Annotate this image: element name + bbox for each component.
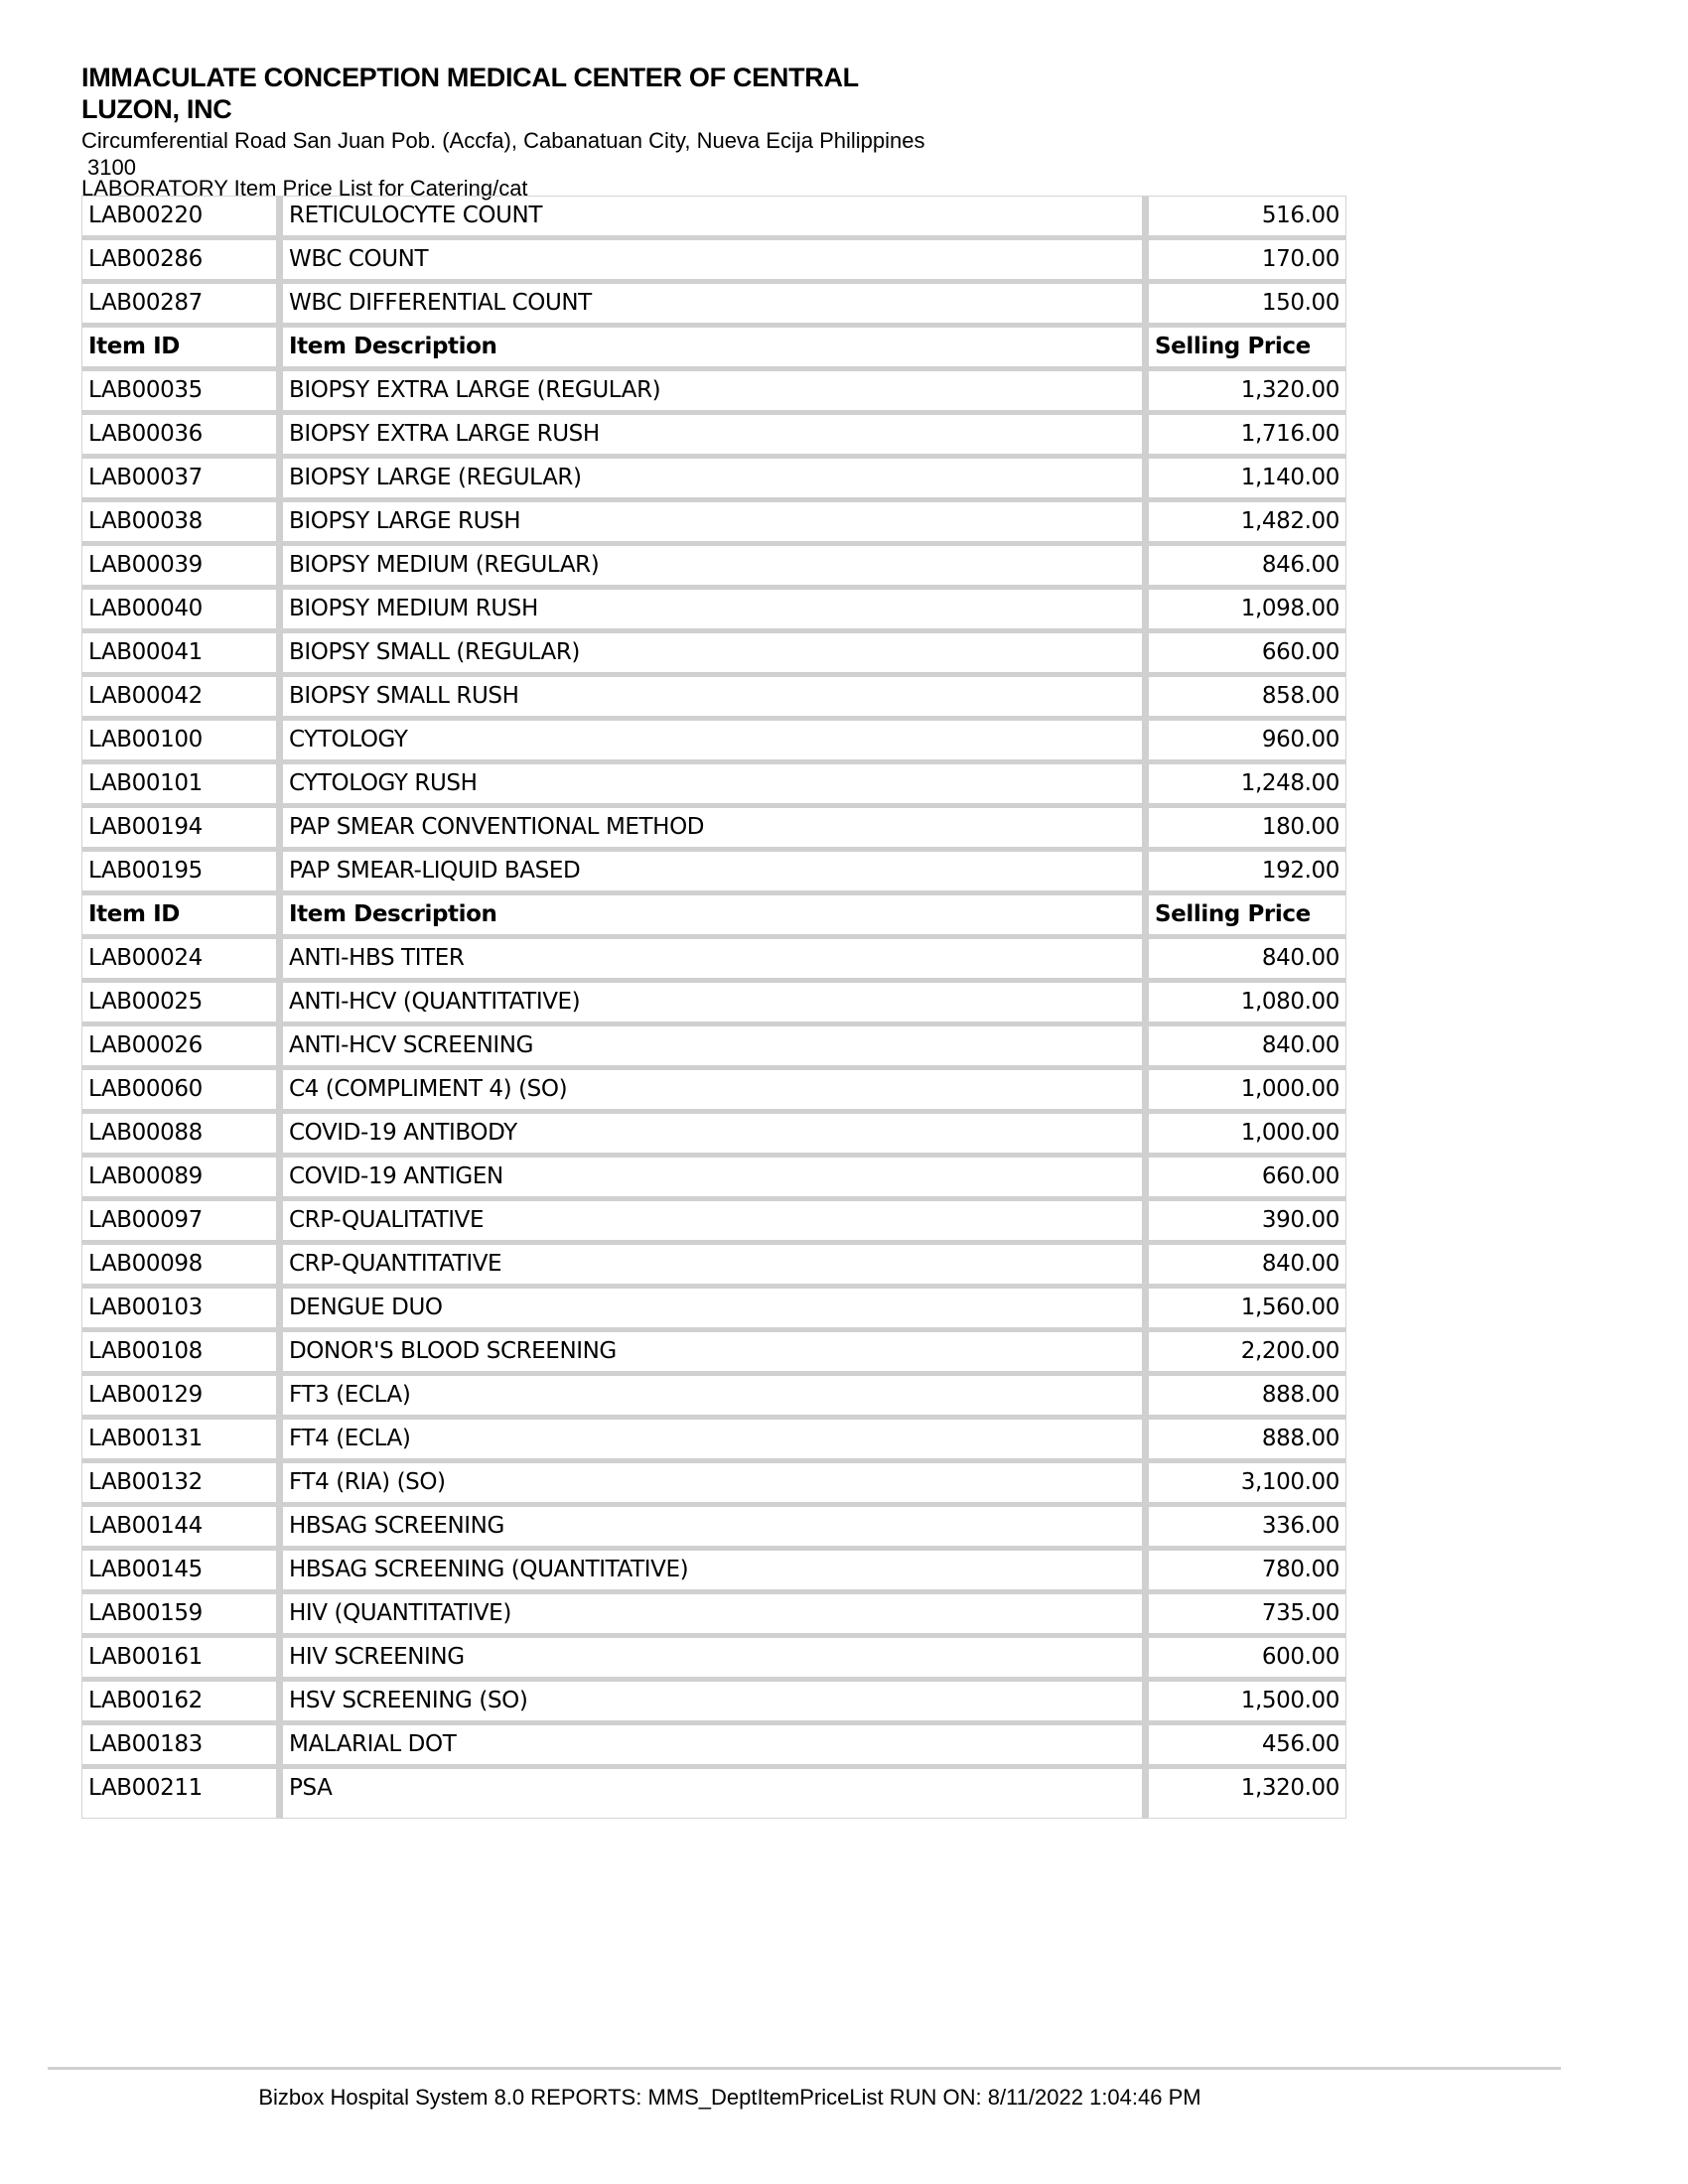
item-price-cell: 840.00	[1147, 939, 1345, 983]
item-price-cell: 780.00	[1147, 1551, 1345, 1594]
item-desc-cell: BIOPSY EXTRA LARGE RUSH	[281, 415, 1147, 459]
item-price-cell: 600.00	[1147, 1638, 1345, 1682]
item-desc-cell: HIV SCREENING	[281, 1638, 1147, 1682]
table-row	[82, 764, 1345, 808]
column-header-id: Item ID	[82, 895, 281, 939]
item-price-cell: 1,000.00	[1147, 1114, 1345, 1158]
item-id-cell: LAB00287	[82, 284, 281, 328]
item-desc-cell: BIOPSY MEDIUM (REGULAR)	[281, 546, 1147, 590]
item-id-cell: LAB00035	[82, 371, 281, 415]
table-row	[82, 502, 1345, 546]
table-row	[82, 590, 1345, 633]
item-desc-cell: HIV (QUANTITATIVE)	[281, 1594, 1147, 1638]
item-id-cell: LAB00097	[82, 1201, 281, 1245]
item-desc-cell: PAP SMEAR CONVENTIONAL METHOD	[281, 808, 1147, 852]
footer-divider	[48, 2067, 1561, 2070]
item-desc-cell: WBC DIFFERENTIAL COUNT	[281, 284, 1147, 328]
item-price-cell: 1,098.00	[1147, 590, 1345, 633]
item-id-cell: LAB00036	[82, 415, 281, 459]
item-desc-cell: ANTI-HCV (QUANTITATIVE)	[281, 983, 1147, 1026]
item-id-cell: LAB00098	[82, 1245, 281, 1289]
item-price-cell: 336.00	[1147, 1507, 1345, 1551]
item-desc-cell: BIOPSY LARGE RUSH	[281, 502, 1147, 546]
item-desc-cell: BIOPSY MEDIUM RUSH	[281, 590, 1147, 633]
item-price-cell: 390.00	[1147, 1201, 1345, 1245]
table-row	[82, 1420, 1345, 1463]
item-desc-cell: MALARIAL DOT	[281, 1725, 1147, 1769]
table-row	[82, 983, 1345, 1026]
table-row	[82, 1551, 1345, 1594]
item-desc-cell: ANTI-HCV SCREENING	[281, 1026, 1147, 1070]
item-id-cell: LAB00195	[82, 852, 281, 895]
table-row	[82, 284, 1345, 328]
column-header-desc: Item Description	[281, 895, 1147, 939]
item-desc-cell: BIOPSY SMALL (REGULAR)	[281, 633, 1147, 677]
table-row	[82, 1638, 1345, 1682]
item-id-cell: LAB00194	[82, 808, 281, 852]
item-price-cell: 888.00	[1147, 1420, 1345, 1463]
table-row	[82, 1070, 1345, 1114]
item-id-cell: LAB00042	[82, 677, 281, 721]
table-row	[82, 1376, 1345, 1420]
item-id-cell: LAB00108	[82, 1332, 281, 1376]
organization-name-line2: LUZON, INC	[81, 94, 232, 124]
item-id-cell: LAB00039	[82, 546, 281, 590]
item-id-cell: LAB00129	[82, 1376, 281, 1420]
item-id-cell: LAB00159	[82, 1594, 281, 1638]
item-id-cell: LAB00144	[82, 1507, 281, 1551]
item-id-cell: LAB00041	[82, 633, 281, 677]
table-row	[82, 633, 1345, 677]
table-row	[82, 415, 1345, 459]
item-id-cell: LAB00162	[82, 1682, 281, 1725]
item-id-cell: LAB00088	[82, 1114, 281, 1158]
item-desc-cell: CYTOLOGY RUSH	[281, 764, 1147, 808]
item-id-cell: LAB00161	[82, 1638, 281, 1682]
item-price-cell: 660.00	[1147, 633, 1345, 677]
item-desc-cell: HBSAG SCREENING	[281, 1507, 1147, 1551]
item-desc-cell: BIOPSY EXTRA LARGE (REGULAR)	[281, 371, 1147, 415]
table-row	[82, 1725, 1345, 1769]
report-title-clipped	[81, 176, 776, 201]
table-row	[82, 371, 1345, 415]
item-id-cell: LAB00060	[82, 1070, 281, 1114]
table-row	[82, 546, 1345, 590]
item-id-cell: LAB00101	[82, 764, 281, 808]
item-desc-cell: PAP SMEAR-LIQUID BASED	[281, 852, 1147, 895]
item-desc-cell: RETICULOCYTE COUNT	[281, 197, 1147, 240]
table-row	[82, 852, 1345, 895]
item-desc-cell: BIOPSY LARGE (REGULAR)	[281, 459, 1147, 502]
item-id-cell: LAB00132	[82, 1463, 281, 1507]
item-price-cell: 840.00	[1147, 1245, 1345, 1289]
item-id-cell: LAB00211	[82, 1769, 281, 1819]
item-price-cell: 1,320.00	[1147, 1769, 1345, 1819]
item-id-cell: LAB00089	[82, 1158, 281, 1201]
item-price-cell: 1,000.00	[1147, 1070, 1345, 1114]
item-desc-cell: COVID-19 ANTIGEN	[281, 1158, 1147, 1201]
table-row	[82, 1201, 1345, 1245]
table-row	[82, 721, 1345, 764]
report-header	[81, 62, 1074, 181]
table-row	[82, 939, 1345, 983]
item-desc-cell: DONOR'S BLOOD SCREENING	[281, 1332, 1147, 1376]
item-id-cell: LAB00040	[82, 590, 281, 633]
item-desc-cell: FT4 (RIA) (SO)	[281, 1463, 1147, 1507]
item-price-cell: 192.00	[1147, 852, 1345, 895]
item-desc-cell: WBC COUNT	[281, 240, 1147, 284]
item-price-cell: 1,482.00	[1147, 502, 1345, 546]
price-list-table	[81, 196, 1346, 1819]
item-id-cell: LAB00286	[82, 240, 281, 284]
item-price-cell: 3,100.00	[1147, 1463, 1345, 1507]
organization-zip: 3100	[87, 155, 136, 180]
item-price-cell: 858.00	[1147, 677, 1345, 721]
item-desc-cell: CRP-QUALITATIVE	[281, 1201, 1147, 1245]
item-desc-cell: FT4 (ECLA)	[281, 1420, 1147, 1463]
table-header-row	[82, 328, 1345, 371]
item-desc-cell: HSV SCREENING (SO)	[281, 1682, 1147, 1725]
item-price-cell: 516.00	[1147, 197, 1345, 240]
column-header-price: Selling Price	[1147, 895, 1345, 939]
organization-name-line1: IMMACULATE CONCEPTION MEDICAL CENTER OF CENTRAL	[81, 63, 859, 92]
table-header-row	[82, 895, 1345, 939]
table-row	[82, 677, 1345, 721]
table-row	[82, 1682, 1345, 1725]
item-desc-cell: C4 (COMPLIMENT 4) (SO)	[281, 1070, 1147, 1114]
item-price-cell: 150.00	[1147, 284, 1345, 328]
item-id-cell: LAB00183	[82, 1725, 281, 1769]
column-header-price: Selling Price	[1147, 328, 1345, 371]
item-id-cell: LAB00220	[82, 197, 281, 240]
item-desc-cell: ANTI-HBS TITER	[281, 939, 1147, 983]
table-row	[82, 1158, 1345, 1201]
column-header-id: Item ID	[82, 328, 281, 371]
organization-address: Circumferential Road San Juan Pob. (Accfa), Cabanatuan City, Nueva Ecija Philippines	[81, 128, 925, 153]
item-price-cell: 1,560.00	[1147, 1289, 1345, 1332]
item-price-cell: 180.00	[1147, 808, 1345, 852]
report-title-text: LABORATORY Item Price List for Catering/cat	[81, 176, 528, 201]
item-price-cell: 1,248.00	[1147, 764, 1345, 808]
table-row	[82, 1245, 1345, 1289]
item-id-cell: LAB00037	[82, 459, 281, 502]
item-desc-cell: COVID-19 ANTIBODY	[281, 1114, 1147, 1158]
table-row	[82, 197, 1345, 240]
item-price-cell: 888.00	[1147, 1376, 1345, 1420]
item-price-cell: 1,716.00	[1147, 415, 1345, 459]
item-price-cell: 2,200.00	[1147, 1332, 1345, 1376]
item-id-cell: LAB00100	[82, 721, 281, 764]
item-price-cell: 960.00	[1147, 721, 1345, 764]
table-row	[82, 1594, 1345, 1638]
item-desc-cell: CRP-QUANTITATIVE	[281, 1245, 1147, 1289]
table-row	[82, 1507, 1345, 1551]
table-row	[82, 1289, 1345, 1332]
item-price-cell: 846.00	[1147, 546, 1345, 590]
table-row	[82, 1769, 1345, 1819]
item-id-cell: LAB00038	[82, 502, 281, 546]
item-id-cell: LAB00103	[82, 1289, 281, 1332]
item-id-cell: LAB00025	[82, 983, 281, 1026]
item-id-cell: LAB00131	[82, 1420, 281, 1463]
item-price-cell: 170.00	[1147, 240, 1345, 284]
item-id-cell: LAB00145	[82, 1551, 281, 1594]
table-row	[82, 808, 1345, 852]
item-desc-cell: CYTOLOGY	[281, 721, 1147, 764]
item-id-cell: LAB00024	[82, 939, 281, 983]
column-header-desc: Item Description	[281, 328, 1147, 371]
item-desc-cell: HBSAG SCREENING (QUANTITATIVE)	[281, 1551, 1147, 1594]
item-price-cell: 1,500.00	[1147, 1682, 1345, 1725]
table-row	[82, 1114, 1345, 1158]
report-footer: Bizbox Hospital System 8.0 REPORTS: MMS_DeptItemPriceList RUN ON: 8/11/2022 1:04:46 PM	[258, 2085, 1201, 2110]
item-price-cell: 735.00	[1147, 1594, 1345, 1638]
item-price-cell: 1,080.00	[1147, 983, 1345, 1026]
item-price-cell: 660.00	[1147, 1158, 1345, 1201]
item-price-cell: 1,320.00	[1147, 371, 1345, 415]
item-desc-cell: DENGUE DUO	[281, 1289, 1147, 1332]
item-price-cell: 456.00	[1147, 1725, 1345, 1769]
item-desc-cell: FT3 (ECLA)	[281, 1376, 1147, 1420]
table-row	[82, 1332, 1345, 1376]
item-price-cell: 1,140.00	[1147, 459, 1345, 502]
item-desc-cell: BIOPSY SMALL RUSH	[281, 677, 1147, 721]
table-row	[82, 240, 1345, 284]
table-row	[82, 1026, 1345, 1070]
item-desc-cell: PSA	[281, 1769, 1147, 1819]
item-id-cell: LAB00026	[82, 1026, 281, 1070]
item-price-cell: 840.00	[1147, 1026, 1345, 1070]
table-row	[82, 459, 1345, 502]
table-row	[82, 1463, 1345, 1507]
